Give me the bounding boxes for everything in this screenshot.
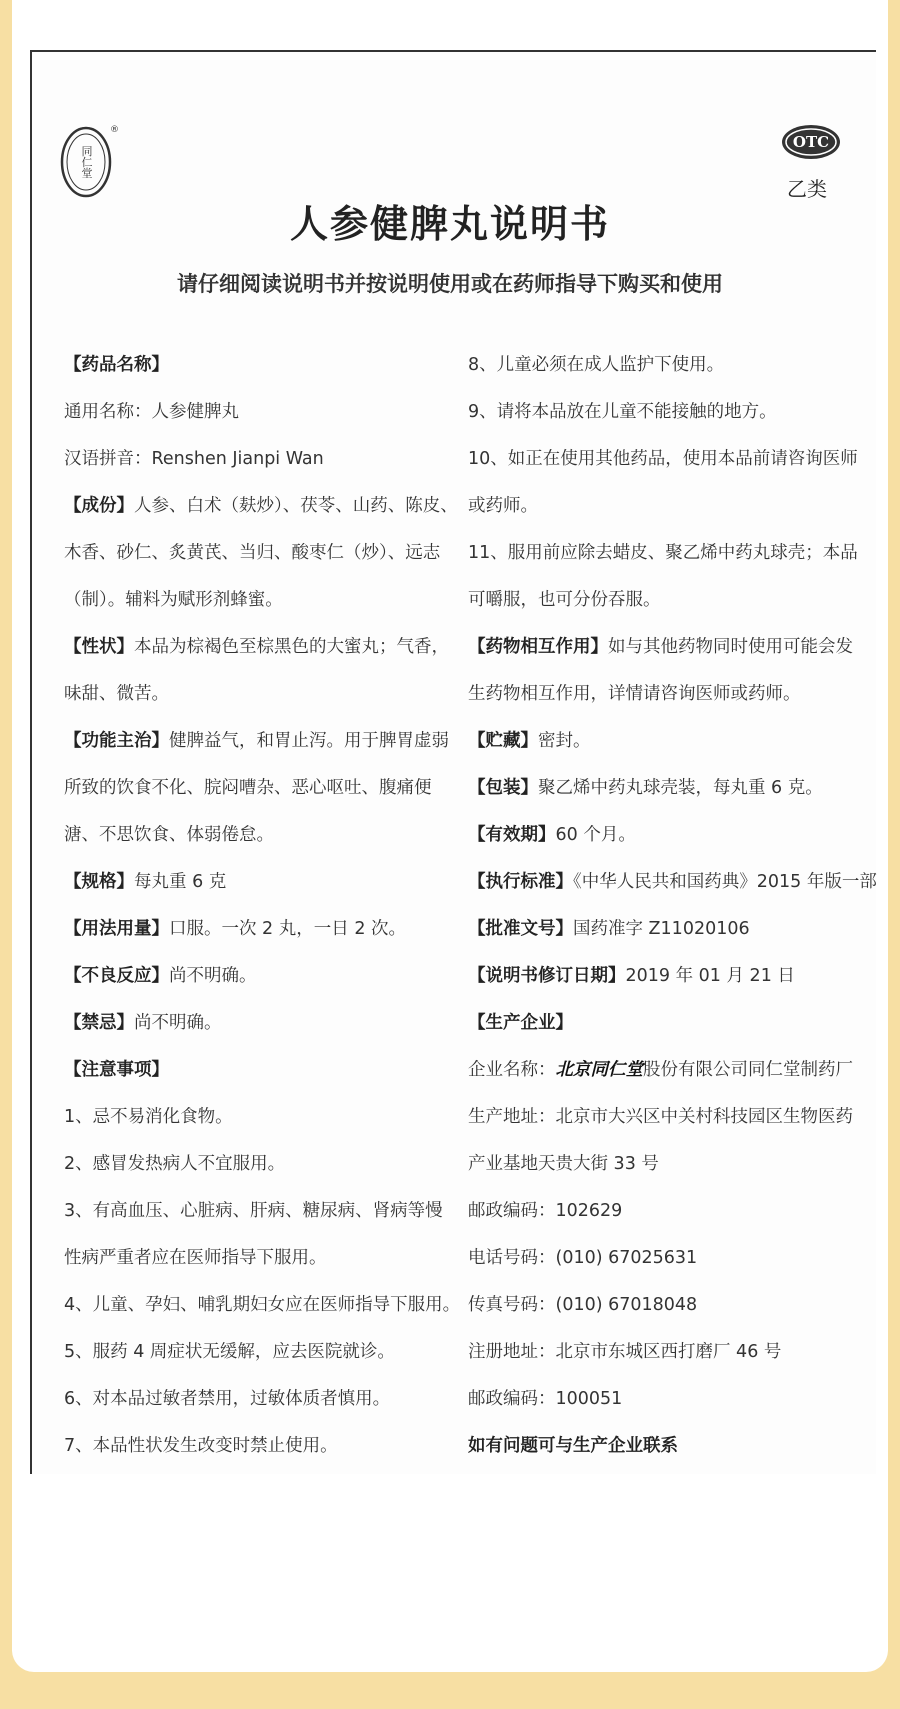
ingredients-text-2: 木香、砂仁、炙黄芪、当归、酸枣仁（炒）、远志 bbox=[64, 543, 441, 563]
section-precautions: 【注意事项】 bbox=[64, 1060, 169, 1080]
expiry-text: 60 个月。 bbox=[555, 825, 636, 845]
company-name-rest: 股份有限公司同仁堂制药厂 bbox=[643, 1060, 853, 1080]
registered-mark: ® bbox=[110, 125, 119, 135]
section-contraindications: 【禁忌】 bbox=[64, 1013, 134, 1033]
precaution-item: 9、请将本品放在儿童不能接触的地方。 bbox=[468, 402, 777, 422]
document-title: 人参健脾丸说明书 bbox=[289, 202, 610, 246]
approval-line bbox=[468, 906, 850, 953]
precaution-item: 4、儿童、孕妇、哺乳期妇女应在医师指导下服用。 bbox=[64, 1295, 461, 1315]
precaution-item: 11、服用前应除去蜡皮、聚乙烯中药丸球壳；本品 bbox=[468, 543, 858, 563]
storage-line bbox=[468, 718, 850, 765]
document-subtitle: 请仔细阅读说明书并按说明使用或在药师指导下购买和使用 bbox=[177, 272, 723, 296]
seal-icon bbox=[62, 128, 110, 196]
seal-text: 同仁堂 bbox=[80, 145, 93, 179]
left-column bbox=[64, 342, 461, 1470]
indications-text: 健脾益气，和胃止泻。用于脾胃虚弱 bbox=[169, 731, 449, 751]
precaution-item-cont: 性病严重者应在医师指导下服用。 bbox=[64, 1248, 327, 1268]
interactions-text: 如与其他药物同时使用可能会发 bbox=[608, 637, 853, 657]
fax-number: 传真号码：(010) 67018048 bbox=[468, 1295, 698, 1315]
postal-code-2: 邮政编码：100051 bbox=[468, 1389, 623, 1409]
section-indications: 【功能主治】 bbox=[64, 731, 169, 751]
otc-mark: OTC bbox=[792, 133, 830, 151]
specification-text: 每丸重 6 克 bbox=[134, 872, 227, 892]
section-specification: 【规格】 bbox=[64, 872, 134, 892]
interactions-text-2: 生药物相互作用，详情请咨询医师或药师。 bbox=[468, 684, 801, 704]
ingredients-text: 人参、白术（麸炒）、茯苓、山药、陈皮、 bbox=[134, 496, 458, 516]
adverse-text: 尚不明确。 bbox=[169, 966, 257, 986]
otc-badge bbox=[780, 122, 842, 162]
standard-text: 《中华人民共和国药典》2015 年版一部 bbox=[573, 872, 877, 892]
adverse-line bbox=[64, 953, 444, 1000]
description-line bbox=[64, 624, 449, 671]
expiry-line bbox=[468, 812, 850, 859]
indications-line bbox=[64, 718, 449, 765]
indications-text-2: 所致的饮食不化、脘闷嘈杂、恶心呕吐、腹痛便 bbox=[64, 778, 432, 798]
dosage-text: 口服。一次 2 丸，一日 2 次。 bbox=[169, 919, 407, 939]
section-adverse-reactions: 【不良反应】 bbox=[64, 966, 169, 986]
brand-logo bbox=[60, 122, 119, 200]
precaution-item: 8、儿童必须在成人监护下使用。 bbox=[468, 355, 725, 375]
standard-line bbox=[468, 859, 877, 906]
company-name-line bbox=[468, 1047, 853, 1094]
section-manufacturer: 【生产企业】 bbox=[468, 1013, 573, 1033]
precaution-item: 1、忌不易消化食物。 bbox=[64, 1107, 233, 1127]
storage-text: 密封。 bbox=[538, 731, 591, 751]
contraindications-line bbox=[64, 1000, 444, 1047]
registered-address: 注册地址：北京市东城区西打磨厂 46 号 bbox=[468, 1342, 782, 1362]
specification-line bbox=[64, 859, 444, 906]
indications-text-3: 溏、不思饮食、体弱倦怠。 bbox=[64, 825, 274, 845]
generic-name: 通用名称：人参健脾丸 bbox=[64, 402, 239, 422]
precaution-item-cont: 可嚼服，也可分份吞服。 bbox=[468, 590, 661, 610]
contraindications-text: 尚不明确。 bbox=[134, 1013, 222, 1033]
interactions-line bbox=[468, 624, 853, 671]
section-interactions: 【药物相互作用】 bbox=[468, 637, 608, 657]
precaution-item: 2、感冒发热病人不宜服用。 bbox=[64, 1154, 286, 1174]
section-expiry: 【有效期】 bbox=[468, 825, 556, 845]
dosage-line bbox=[64, 906, 444, 953]
section-ingredients: 【成份】 bbox=[64, 496, 134, 516]
section-drug-name: 【药品名称】 bbox=[64, 355, 169, 375]
contact-note: 如有问题可与生产企业联系 bbox=[468, 1436, 678, 1456]
precaution-item: 3、有高血压、心脏病、肝病、糖尿病、肾病等慢 bbox=[64, 1201, 443, 1221]
otc-class: 乙类 bbox=[787, 177, 827, 201]
ingredients-line bbox=[64, 483, 458, 530]
revision-text: 2019 年 01 月 21 日 bbox=[625, 966, 795, 986]
company-name-label: 企业名称： bbox=[468, 1060, 556, 1080]
pinyin-name: 汉语拼音：Renshen Jianpi Wan bbox=[64, 449, 324, 469]
section-revision-date: 【说明书修订日期】 bbox=[468, 966, 626, 986]
postal-code: 邮政编码：102629 bbox=[468, 1201, 623, 1221]
precaution-item-cont: 或药师。 bbox=[468, 496, 538, 516]
precaution-item: 7、本品性状发生改变时禁止使用。 bbox=[64, 1436, 338, 1456]
package-text: 聚乙烯中药丸球壳装，每丸重 6 克。 bbox=[538, 778, 823, 798]
production-address-cont: 产业基地天贵大街 33 号 bbox=[468, 1154, 659, 1174]
section-package: 【包装】 bbox=[468, 778, 538, 798]
description-text-2: 味甜、微苦。 bbox=[64, 684, 169, 704]
section-approval-number: 【批准文号】 bbox=[468, 919, 573, 939]
section-storage: 【贮藏】 bbox=[468, 731, 538, 751]
precaution-item: 10、如正在使用其他药品，使用本品前请咨询医师 bbox=[468, 449, 858, 469]
precaution-item: 6、对本品过敏者禁用，过敏体质者慎用。 bbox=[64, 1389, 391, 1409]
package-line bbox=[468, 765, 850, 812]
right-column bbox=[468, 342, 877, 1470]
precaution-item: 5、服药 4 周症状无缓解，应去医院就诊。 bbox=[64, 1342, 395, 1362]
description-text: 本品为棕褐色至棕黑色的大蜜丸；气香， bbox=[134, 637, 449, 657]
section-description: 【性状】 bbox=[64, 637, 134, 657]
revision-line bbox=[468, 953, 850, 1000]
company-brand: 北京同仁堂 bbox=[555, 1060, 643, 1080]
phone-number: 电话号码：(010) 67025631 bbox=[468, 1248, 698, 1268]
ingredients-text-3: （制）。辅料为赋形剂蜂蜜。 bbox=[64, 590, 283, 610]
production-address: 生产地址：北京市大兴区中关村科技园区生物医药 bbox=[468, 1107, 853, 1127]
section-dosage: 【用法用量】 bbox=[64, 919, 169, 939]
approval-text: 国药准字 Z11020106 bbox=[573, 919, 750, 939]
section-standard: 【执行标准】 bbox=[468, 872, 573, 892]
